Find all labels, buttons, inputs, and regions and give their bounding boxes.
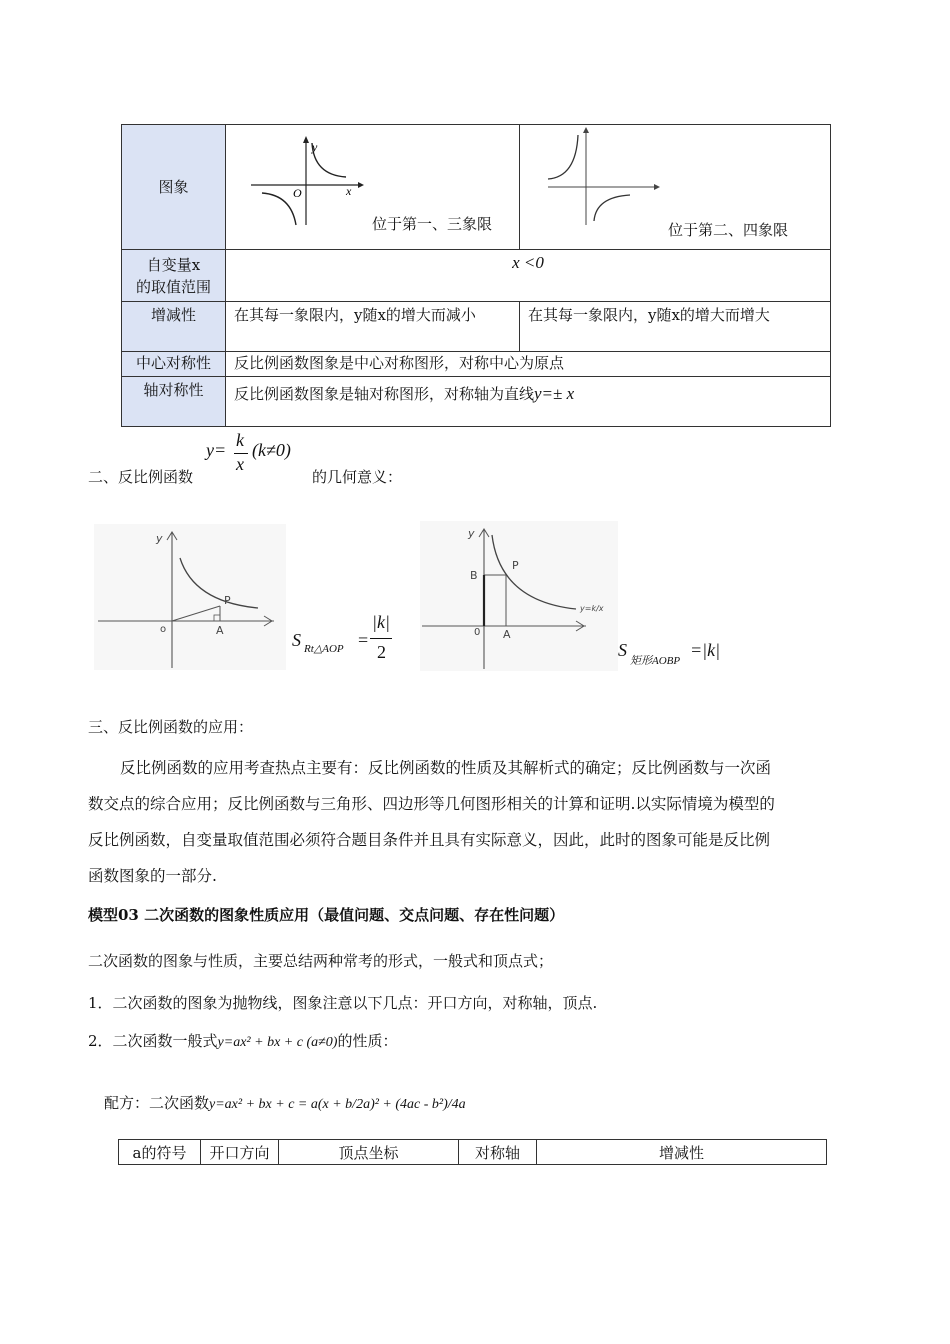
quadratic-properties-table [118,1139,827,1165]
header-opening: 开口方向 [201,1140,279,1165]
svg-text:y: y [468,527,475,540]
header-a-sign: a的符号 [119,1140,201,1165]
section3-line-2: 数交点的综合应用；反比例函数与三角形、四边形等几何图形相关的计算和证明.以实际情境为模型的 [88,795,775,813]
triangle-area-formula: S Rt△AOP = |k| 2 [292,612,402,672]
domain-value: x <0 [226,250,831,302]
graph-cell-first-third [226,125,520,250]
section3-line-1: 反比例函数的应用考查热点主要有：反比例函数的性质及其解析式的确定；反比例函数与一次函 [120,759,772,777]
row-label-central-symmetry: 中心对称性 [122,352,226,377]
model03-item-2: 2．二次函数一般式y=ax² + bx + c (a≠0)的性质： [88,1032,398,1050]
svg-text:A: A [216,624,224,637]
geometry-figure-triangle [94,524,286,670]
properties-table [121,124,831,427]
row-label-domain: 自变量x 的取值范围 [122,250,226,302]
rectangle-area-formula: S 矩形AOBP =|k| [618,640,721,667]
graph-cell-second-fourth [520,125,831,250]
model03-heading: 模型03 二次函数的图象性质应用（最值问题、交点问题、存在性问题） [88,906,565,924]
y-axis-label: y [312,140,318,154]
svg-text:o: o [160,624,167,635]
section3-line-4: 函数图象的一部分. [88,867,217,885]
central-symmetry-value: 反比例函数图象是中心对称图形，对称中心为原点 [226,352,831,377]
header-vertex: 顶点坐标 [279,1140,459,1165]
completing-square: 配方：二次函数y=ax² + bx + c = a(x + b/2a)² + (4ac - b²)/4a [104,1094,466,1112]
section2-title-prefix: 二、反比例函数 [88,468,194,486]
x-axis-label: x [346,184,352,198]
axial-symmetry-value: 反比例函数图象是轴对称图形，对称轴为直线y=± x [226,377,831,427]
header-axis: 对称轴 [459,1140,537,1165]
section3-line-3: 反比例函数，自变量取值范围必须符合题目条件并且具有实际意义，因此，此时的图象可能是反比例 [88,831,771,849]
svg-text:P: P [512,559,519,572]
svg-text:y: y [156,532,163,545]
row-label-axial-symmetry: 轴对称性 [122,377,226,427]
svg-text:A: A [503,628,511,641]
svg-text:P: P [224,594,231,607]
monotonicity-left: 在其每一象限内，y随x的增大而减小 [226,302,520,352]
model03-item-1: 1．二次函数的图象为抛物线，图象注意以下几点：开口方向，对称轴，顶点. [88,994,598,1012]
model03-intro: 二次函数的图象与性质，主要总结两种常考的形式，一般式和顶点式； [88,952,554,970]
section3-title: 三、反比例函数的应用： [88,718,254,736]
svg-text:0: 0 [474,627,481,638]
inverse-function-formula: y= k x (k≠0) [206,430,291,474]
row-label-graph: 图象 [122,125,226,250]
row-label-monotonicity: 增减性 [122,302,226,352]
hyperbola-graph-1-3 [246,133,366,228]
graph-caption-1-3: 位于第一、三象限 [372,215,493,233]
monotonicity-right: 在其每一象限内，y随x的增大而增大 [520,302,831,352]
section2-title-suffix: 的几何意义： [312,468,403,486]
graph-caption-2-4: 位于第二、四象限 [668,221,789,239]
geometry-figure-rectangle [420,521,618,671]
origin-label: O [293,186,302,200]
svg-text:y=k/x: y=k/x [580,604,604,613]
hyperbola-graph-2-4 [544,125,664,230]
header-monotonicity: 增减性 [537,1140,827,1165]
svg-text:B: B [470,569,478,582]
